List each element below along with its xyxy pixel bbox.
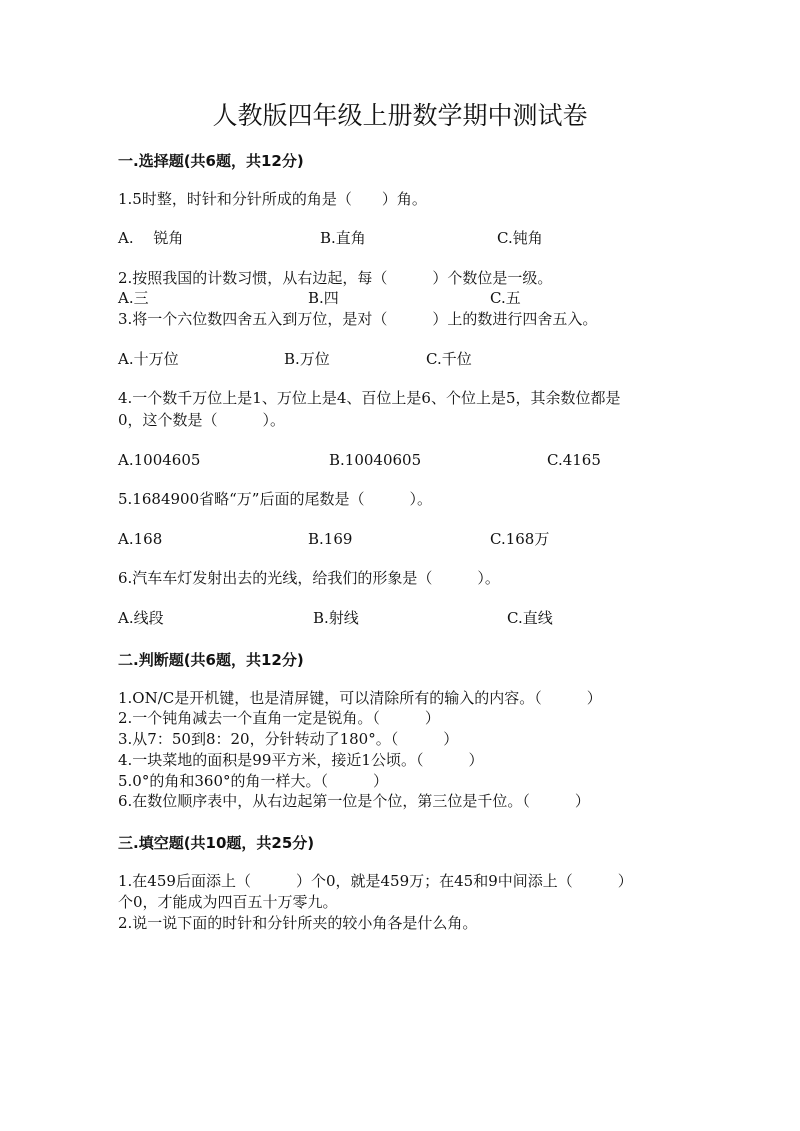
question-2-stem: 2.按照我国的计数习惯，从右边起，每（ ）个数位是一级。 [118, 269, 553, 287]
question-6-option-c: C.直线 [507, 609, 553, 627]
question-4-option-b: B.10040605 [329, 451, 422, 469]
question-2-option-c: C.五 [490, 289, 521, 307]
question-1-option-a: A. 锐角 [118, 229, 184, 247]
fill-item-1-line2: 个0，才能成为四百五十万零九。 [118, 893, 338, 911]
judge-item-4: 4.一块菜地的面积是99平方米，接近1公顷。（ ） [118, 751, 484, 769]
question-4-option-c: C.4165 [547, 451, 601, 469]
question-1-option-c: C.钝角 [497, 229, 543, 247]
section-heading-true-false: 二.判断题(共6题，共12分) [118, 651, 304, 669]
question-5-option-a: A.168 [118, 530, 163, 548]
question-6-option-b: B.射线 [313, 609, 359, 627]
question-5-option-c: C.168万 [490, 530, 550, 548]
judge-item-3: 3.从7：50到8：20，分针转动了180°。（ ） [118, 730, 459, 748]
question-2-option-b: B.四 [308, 289, 339, 307]
section-heading-fill-blank: 三.填空题(共10题，共25分) [118, 834, 315, 852]
question-1-stem: 1.5时整，时针和分针所成的角是（ ）角。 [118, 190, 427, 208]
section-heading-choice: 一.选择题(共6题，共12分) [118, 152, 304, 170]
question-5-option-b: B.169 [308, 530, 353, 548]
question-2-option-a: A.三 [118, 289, 149, 307]
question-1-option-b: B.直角 [320, 229, 366, 247]
question-3-option-c: C.千位 [426, 350, 472, 368]
judge-item-1: 1.ON/C是开机键，也是清屏键，可以清除所有的输入的内容。（ ） [118, 689, 602, 707]
question-4-option-a: A.1004605 [118, 451, 201, 469]
judge-item-6: 6.在数位顺序表中，从右边起第一位是个位，第三位是千位。（ ） [118, 792, 590, 810]
question-3-stem: 3.将一个六位数四舍五入到万位，是对（ ）上的数进行四舍五入。 [118, 310, 598, 328]
fill-item-1-line1: 1.在459后面添上（ ）个0，就是459万；在45和9中间添上（ ） [118, 872, 633, 890]
page-title: 人教版四年级上册数学期中测试卷 [212, 101, 588, 130]
fill-item-2: 2.说一说下面的时针和分针所夹的较小角各是什么角。 [118, 914, 478, 932]
question-4-stem-line2: 0，这个数是（ ）。 [118, 411, 286, 429]
question-3-option-a: A.十万位 [118, 350, 179, 368]
question-6-option-a: A.线段 [118, 609, 164, 627]
question-6-stem: 6.汽车车灯发射出去的光线，给我们的形象是（ ）。 [118, 569, 500, 587]
question-3-option-b: B.万位 [284, 350, 330, 368]
judge-item-2: 2.一个钝角减去一个直角一定是锐角。（ ） [118, 709, 440, 727]
question-4-stem-line1: 4.一个数千万位上是1、万位上是4、百位上是6、个位上是5，其余数位都是 [118, 389, 621, 407]
question-5-stem: 5.1684900省略“万”后面的尾数是（ ）。 [118, 490, 432, 508]
judge-item-5: 5.0°的角和360°的角一样大。（ ） [118, 772, 388, 790]
